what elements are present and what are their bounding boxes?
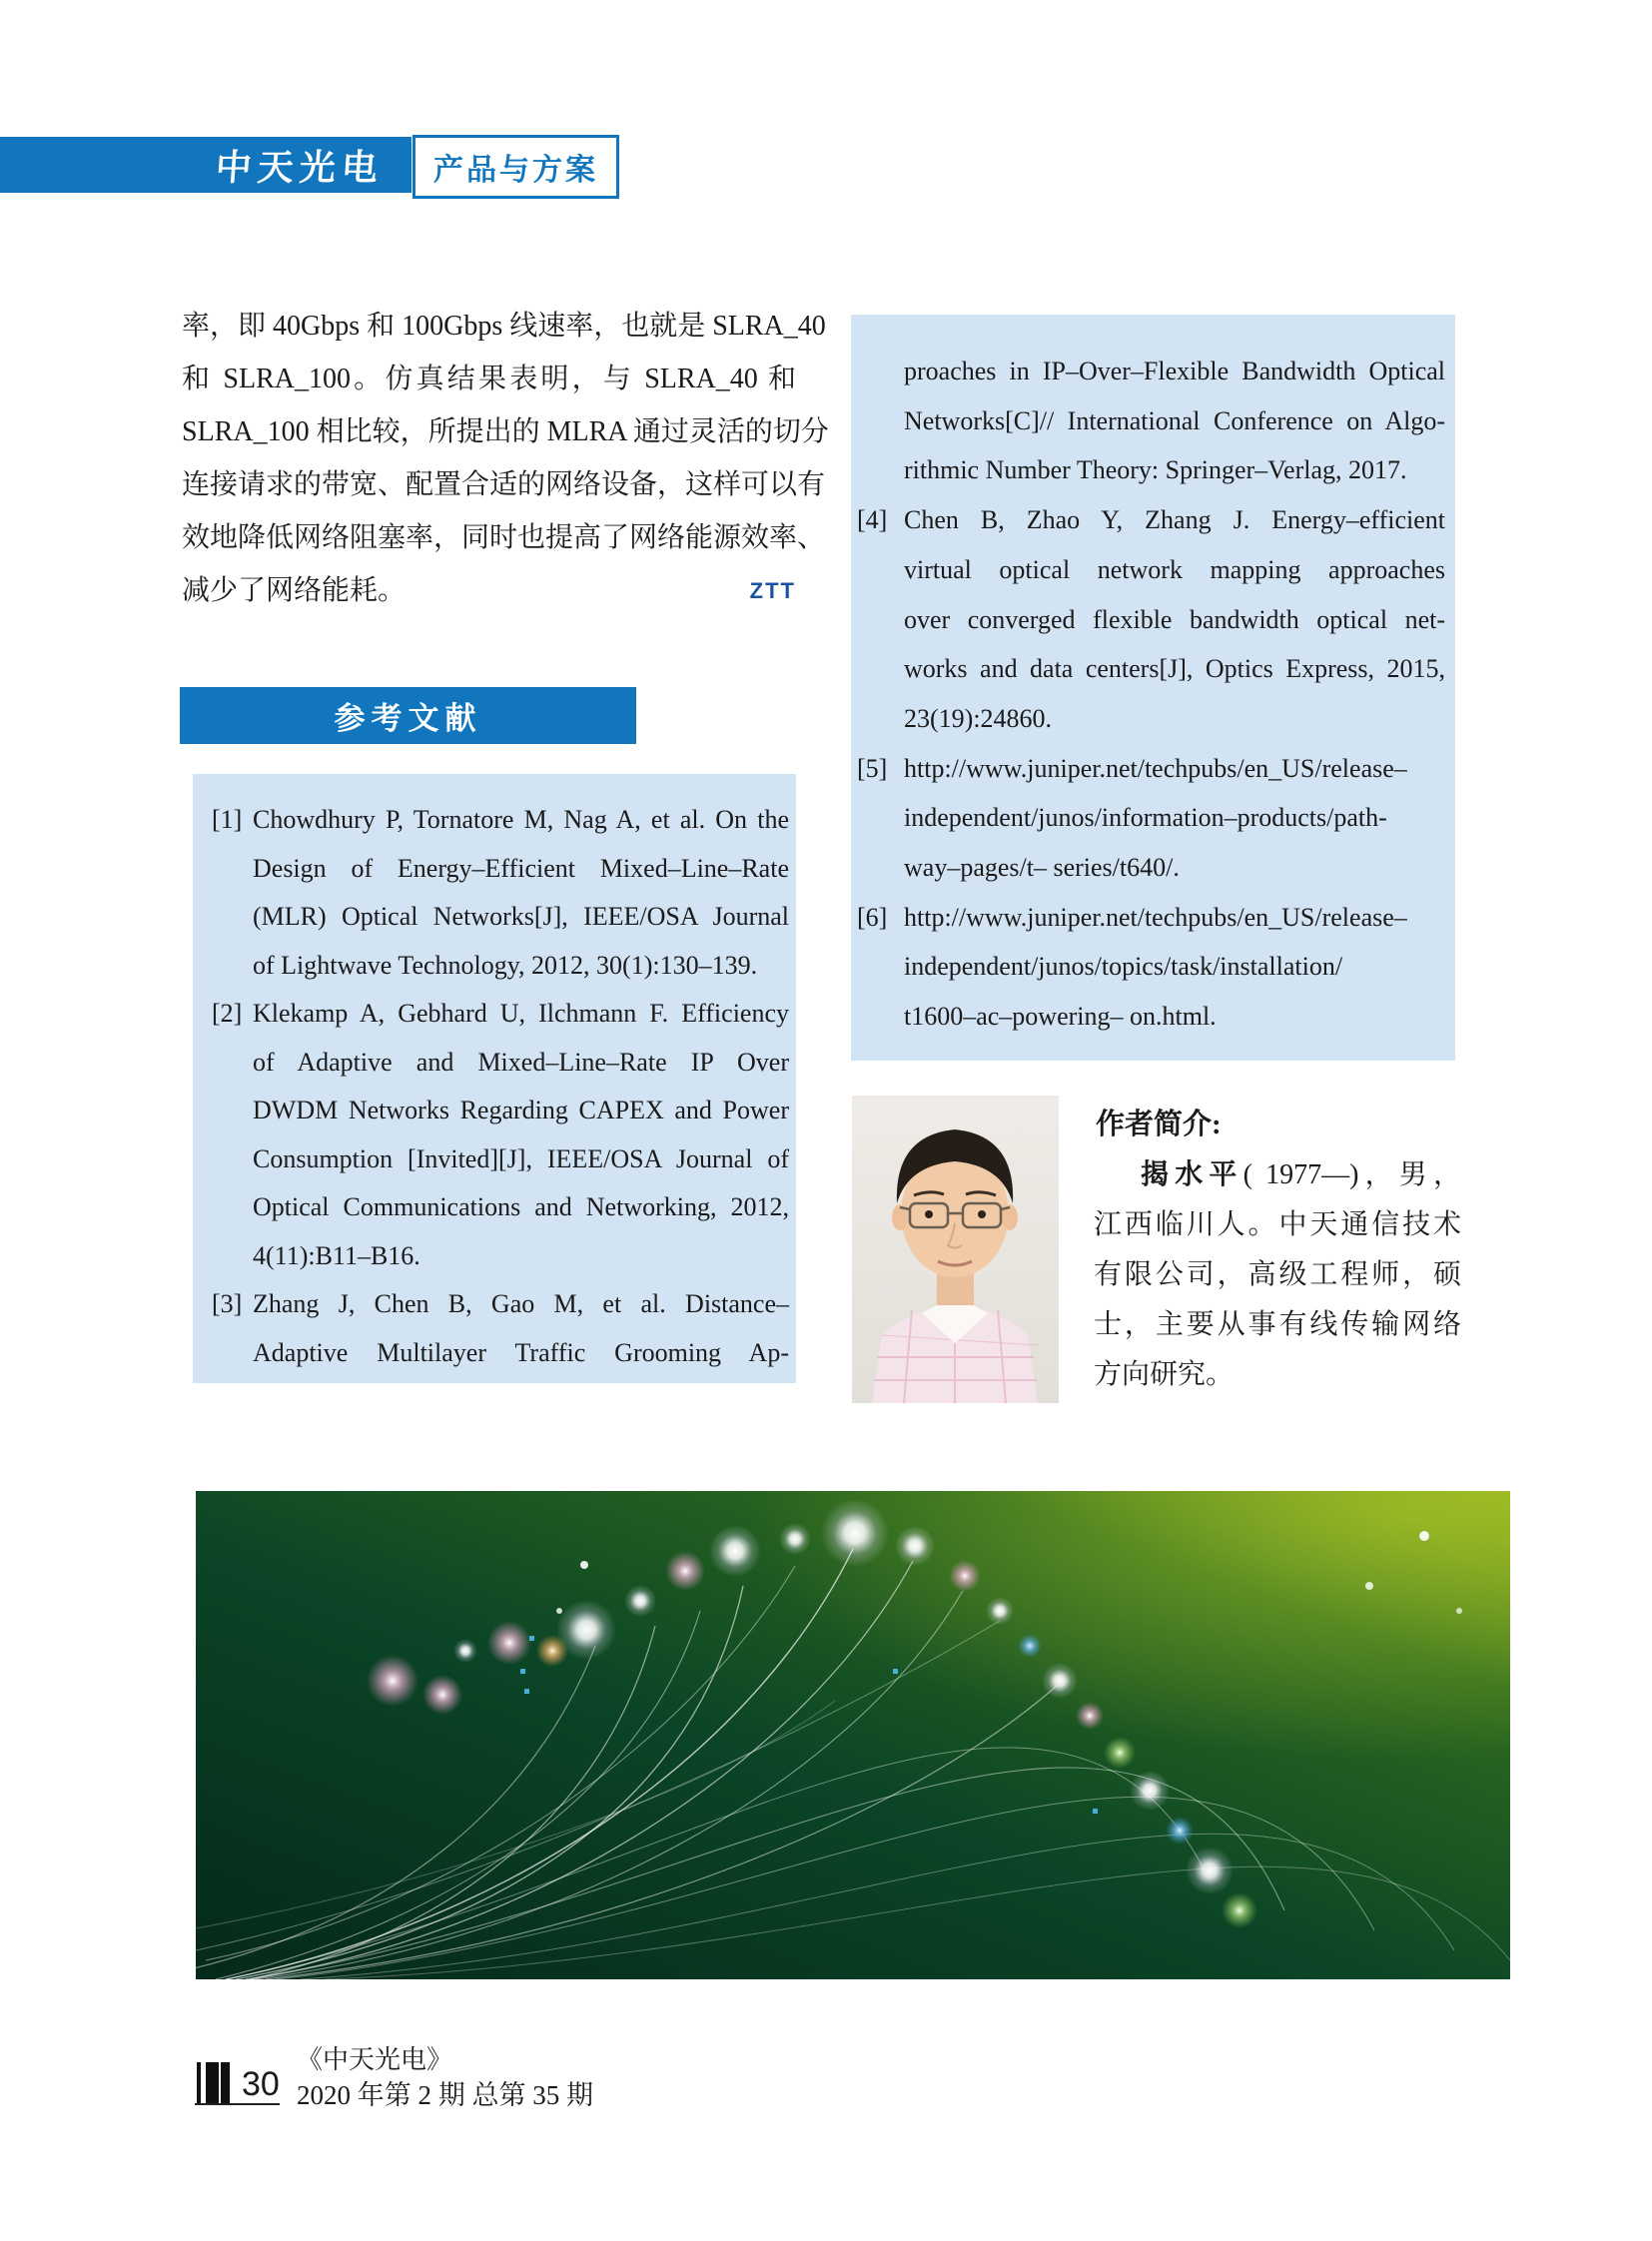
reference-line: 4(11):B11–B16. bbox=[253, 1240, 420, 1270]
reference-marker: [2] bbox=[212, 999, 243, 1028]
reference-line: Networks[C]// International Conference on Algo- bbox=[904, 405, 1445, 435]
author-bio bbox=[1094, 1150, 1461, 1400]
reference-entry bbox=[851, 347, 1445, 495]
reference-line: of Lightwave Technology, 2012, 30(1):130–139. bbox=[253, 950, 758, 980]
reference-line: 士，主要从事有线传输网络 bbox=[1094, 1309, 1461, 1340]
reference-body bbox=[253, 990, 789, 1280]
author-bio-text: ( 1977—)，男， bbox=[1242, 1159, 1461, 1190]
footer-journal-name: 《中天光电》 bbox=[297, 2045, 453, 2074]
reference-line: way–pages/t– series/t640/. bbox=[904, 853, 1180, 883]
paragraph-line: 率，即 40Gbps 和 100Gbps 线速率，也就是 SLRA_40 bbox=[182, 311, 826, 342]
reference-line: t1600–ac–powering– on.html. bbox=[904, 1002, 1217, 1032]
page-number: 30 bbox=[242, 2065, 280, 2103]
fiber-optic-image bbox=[196, 1491, 1510, 1979]
paragraph-text: 减少了网络能耗。 bbox=[182, 575, 407, 606]
intro-lines bbox=[182, 300, 829, 564]
author-name: 揭水平 bbox=[1141, 1159, 1243, 1190]
reference-entry bbox=[193, 990, 789, 1280]
intro-paragraph bbox=[182, 300, 829, 617]
reference-line: virtual optical network mapping approaches bbox=[904, 554, 1445, 584]
reference-line: Chowdhury P, Tornatore M, Nag A, et al. On the bbox=[253, 805, 789, 834]
reference-line: of Adaptive and Mixed–Line–Rate IP Over bbox=[253, 1047, 789, 1077]
reference-line: over converged flexible bandwidth optical net- bbox=[904, 604, 1445, 634]
reference-line: Zhang J, Chen B, Gao M, et al. Distance– bbox=[253, 1289, 789, 1318]
journal-logo: 中天光电 bbox=[214, 146, 386, 188]
reference-body bbox=[253, 1280, 789, 1377]
reference-entry bbox=[851, 744, 1445, 893]
reference-line: Adaptive Multilayer Traffic Grooming Ap- bbox=[253, 1337, 789, 1367]
reference-entry bbox=[193, 796, 789, 990]
reference-body bbox=[904, 495, 1445, 744]
reference-line: 江西临川人。中天通信技术 bbox=[1094, 1209, 1461, 1240]
paragraph-line: 效地降低网络阻塞率，同时也提高了网络能源效率、 bbox=[182, 522, 826, 553]
author-section-heading: 作者简介: bbox=[1096, 1109, 1222, 1140]
reference-line: Optical Communications and Networking, 2012, bbox=[253, 1192, 789, 1221]
reference-marker: [3] bbox=[212, 1289, 243, 1318]
reference-line: independent/junos/information–products/path- bbox=[904, 803, 1387, 833]
reference-line: http://www.juniper.net/techpubs/en_US/release– bbox=[904, 902, 1407, 932]
paragraph-line: 和 SLRA_100。仿真结果表明，与 SLRA_40 和 bbox=[182, 364, 796, 394]
author-bio-lines bbox=[1094, 1200, 1461, 1400]
reference-line: (MLR) Optical Networks[J], IEEE/OSA Journal bbox=[253, 902, 789, 931]
reference-marker: [5] bbox=[857, 753, 888, 783]
reference-body bbox=[904, 744, 1445, 893]
reference-marker: [6] bbox=[857, 902, 888, 932]
reference-body bbox=[904, 347, 1445, 495]
paragraph-line: SLRA_100 相比较，所提出的 MLRA 通过灵活的切分 bbox=[182, 416, 829, 447]
reference-line: http://www.juniper.net/techpubs/en_US/release– bbox=[904, 753, 1407, 783]
section-label: 产品与方案 bbox=[433, 154, 598, 187]
reference-body bbox=[253, 796, 789, 990]
footer-issue-info: 2020 年第 2 期 总第 35 期 bbox=[297, 2080, 593, 2110]
reference-line: Chen B, Zhao Y, Zhang J. Energy–efficient bbox=[904, 505, 1445, 535]
section-label-box bbox=[413, 135, 619, 199]
reference-marker: [4] bbox=[857, 505, 888, 535]
reference-line: works and data centers[J], Optics Express, 2015, bbox=[904, 654, 1445, 684]
references-right-panel bbox=[851, 315, 1455, 1061]
references-title-bar bbox=[180, 687, 636, 744]
ztt-brand-logo: ZTT bbox=[749, 578, 796, 603]
reference-entry bbox=[851, 893, 1445, 1042]
reference-line: independent/junos/topics/task/installation/ bbox=[904, 952, 1343, 982]
header-band bbox=[0, 137, 412, 193]
reference-line: 方向研究。 bbox=[1094, 1359, 1235, 1390]
reference-line: proaches in IP–Over–Flexible Bandwidth Optical bbox=[904, 357, 1445, 385]
reference-line: DWDM Networks Regarding CAPEX and Power bbox=[253, 1096, 789, 1124]
barcode-bar bbox=[221, 2062, 230, 2103]
paragraph-last-line bbox=[182, 564, 796, 617]
reference-body bbox=[904, 893, 1445, 1042]
reference-line: Klekamp A, Gebhard U, Ilchmann F. Efficiency bbox=[253, 999, 789, 1028]
reference-entry bbox=[193, 1280, 789, 1377]
references-left-panel bbox=[193, 774, 796, 1383]
author-bio-block bbox=[1094, 1200, 1461, 1400]
author-bio-first-line bbox=[1094, 1150, 1461, 1200]
reference-line: rithmic Number Theory: Springer–Verlag, 2017. bbox=[904, 455, 1407, 485]
barcode-bar bbox=[206, 2062, 219, 2103]
barcode-bar bbox=[197, 2062, 201, 2103]
reference-marker: [1] bbox=[212, 805, 243, 834]
footer-rule bbox=[195, 2103, 280, 2105]
reference-line: Consumption [Invited][J], IEEE/OSA Journal of bbox=[253, 1143, 789, 1173]
footer-barcode-icon bbox=[197, 2062, 237, 2103]
author-photo bbox=[852, 1096, 1059, 1403]
reference-line: Design of Energy–Efficient Mixed–Line–Rate bbox=[253, 853, 789, 883]
reference-line: 23(19):24860. bbox=[904, 703, 1053, 733]
reference-line: 有限公司，高级工程师，硕 bbox=[1094, 1259, 1461, 1290]
reference-entry bbox=[851, 495, 1445, 744]
references-title: 参考文献 bbox=[334, 701, 482, 736]
paragraph-line: 连接请求的带宽、配置合适的网络设备，这样可以有 bbox=[182, 469, 826, 500]
